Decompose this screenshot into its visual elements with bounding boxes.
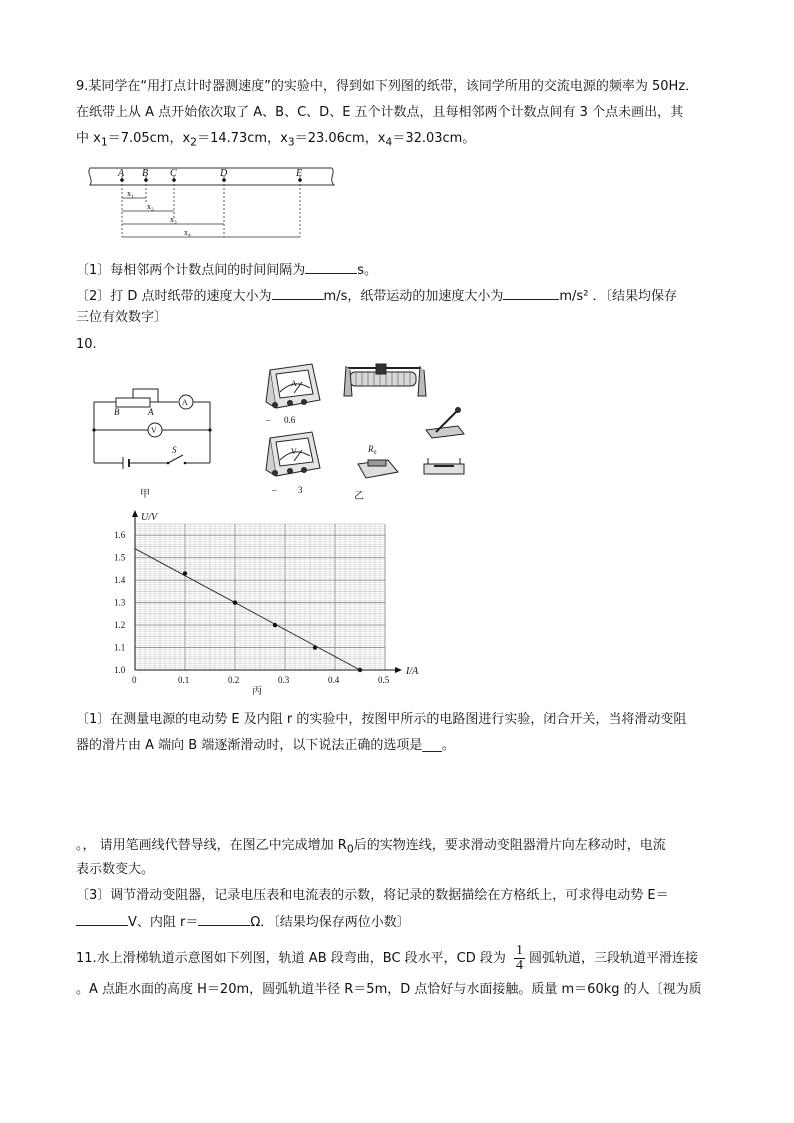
r0-resistor-device	[358, 460, 398, 478]
circuit-label-A: A	[148, 407, 154, 417]
tape-label-x1: x₁	[127, 189, 134, 198]
graph-grid	[135, 524, 385, 670]
q10-part3-line1: 〔3〕调节滑动变阻器，记录电压表和电流表的示数，将记录的数据描绘在方格纸上，可求得电动势 E＝	[76, 888, 669, 903]
data-point	[273, 623, 277, 627]
q10-part1-line1: 〔1〕在测量电源的电动势 E 及内阻 r 的实验中，按图甲所示的电路图进行实验，闭合开关，当将滑动变阻	[76, 712, 687, 727]
y-axis-arrow	[132, 510, 138, 517]
q10-part1-line2: 器的滑片由 A 端向 B 端逐渐滑动时，以下说法正确的选项是___。	[76, 738, 455, 753]
instruments-diagram-yi	[258, 360, 473, 500]
tape-point-A: A	[118, 168, 125, 179]
tape-point-C: C	[170, 168, 177, 179]
q9-line2: 在纸带上从 A 点开始依次取了 A、B、C、D、E 五个计数点，且每相邻两个计数点间有 3 个点未画出，其	[76, 105, 684, 120]
x-tick-label: 0.5	[378, 675, 390, 685]
circuit-label-B: B	[114, 407, 120, 417]
q11-line2: 。A 点距水面的高度 H＝20m，圆弧轨道半径 R＝5m，D 点恰好与水面接触。质量 m＝60kg 的人〔视为质	[76, 982, 702, 997]
q9-part2-line2: 三位有效数字〕	[76, 310, 168, 325]
ammeter-range: 0.6	[284, 415, 296, 425]
knife-switch-device	[426, 408, 464, 439]
y-tick-label: 1.6	[114, 530, 126, 541]
x-tick-label: 0	[132, 675, 137, 685]
q9-line1: 9.某同学在“用打点计时器测速度”的实验中，得到如下列图的纸带，该同学所用的交流电源的频率为 50Hz．	[76, 79, 699, 94]
x-tick-label: 0.3	[278, 675, 290, 685]
y-axis-label: U/V	[141, 512, 158, 523]
voltmeter-range: 3	[298, 485, 303, 495]
answer-blank[interactable]	[503, 285, 559, 300]
circuit-diagram-jia	[88, 385, 218, 500]
answer-blank[interactable]	[305, 259, 357, 274]
y-tick-label: 1.1	[114, 642, 126, 653]
switch-label: S	[172, 445, 177, 455]
data-point	[183, 571, 187, 575]
q10-part3-line2: V、内阻 r＝ Ω．〔结果均保存两位小数〕	[76, 911, 410, 932]
ammeter-face-label: A	[291, 379, 297, 388]
q9-line3: 中 $x_1=7.05cm$，$x_2=14.73cm$，$x_3=23.06cm$，$x_4=32.03cm$。	[76, 131, 476, 149]
y-tick-label: 1.0	[114, 665, 126, 675]
x-axis-label: I/A	[406, 666, 419, 677]
data-point	[313, 645, 317, 649]
q11-line1: 11.水上滑梯轨道示意图如下列图，轨道 AB 段弯曲，BC 段水平，CD 段为 $\frac{1}{4}$ 圆弧轨道，三段轨道平滑连接	[76, 943, 699, 973]
q10-part2-line2: 表示数变大。	[76, 862, 155, 877]
tape-label-x3: x₃	[170, 215, 177, 224]
ammeter-symbol: A	[182, 398, 188, 407]
u-i-graph-bing	[100, 508, 440, 698]
q9-part2: 〔2〕打 D 点时纸带的速度大小为 m/s，纸带运动的加速度大小为 m/s² ．〔结果均保存	[76, 285, 677, 306]
q10-part2-line1: 。， 请用笔画线代替导线，在图乙中完成增加 $R_0$后的实物连线，要求滑动变阻器滑片向左移动时，电流	[76, 838, 666, 856]
answer-blank[interactable]	[198, 911, 250, 926]
tape-point-B: B	[142, 168, 149, 179]
x-tick-label: 0.4	[328, 675, 340, 685]
y-tick-label: 1.4	[114, 575, 126, 586]
q10-number: 10.	[76, 337, 97, 352]
tape-point-E: E	[296, 168, 303, 179]
x-tick-label: 0.1	[178, 675, 190, 685]
voltmeter-symbol: V	[151, 426, 157, 435]
x-tick-label: 0.2	[228, 675, 240, 685]
voltmeter-minus: –	[272, 485, 277, 495]
figure-caption-jia: 甲	[140, 489, 150, 500]
battery-holder-device	[424, 458, 464, 474]
tape-label-x4: x₄	[184, 228, 191, 237]
answer-blank[interactable]	[272, 285, 324, 300]
data-point	[233, 600, 237, 604]
voltmeter-face-label: V	[291, 447, 297, 456]
q9-part1: 〔1〕每相邻两个计数点间的时间间隔为 s。	[76, 259, 377, 280]
y-tick-label: 1.3	[114, 597, 126, 608]
paper-tape-diagram	[84, 163, 344, 243]
data-point	[358, 668, 362, 672]
tape-label-x2: x₂	[147, 202, 154, 211]
rheostat-device	[344, 364, 426, 396]
tape-point-D: D	[220, 168, 228, 179]
ammeter-minus: –	[266, 415, 271, 425]
y-tick-label: 1.5	[114, 552, 126, 563]
x-axis-arrow	[395, 667, 402, 673]
figure-caption-yi: 乙	[354, 491, 364, 500]
y-tick-label: 1.2	[114, 620, 126, 631]
r0-label: R₀	[368, 444, 377, 454]
answer-blank[interactable]	[76, 911, 128, 926]
fraction-one-quarter: $\frac{1}{4}$	[516, 943, 524, 973]
figure-caption-bing: 丙	[252, 686, 262, 697]
